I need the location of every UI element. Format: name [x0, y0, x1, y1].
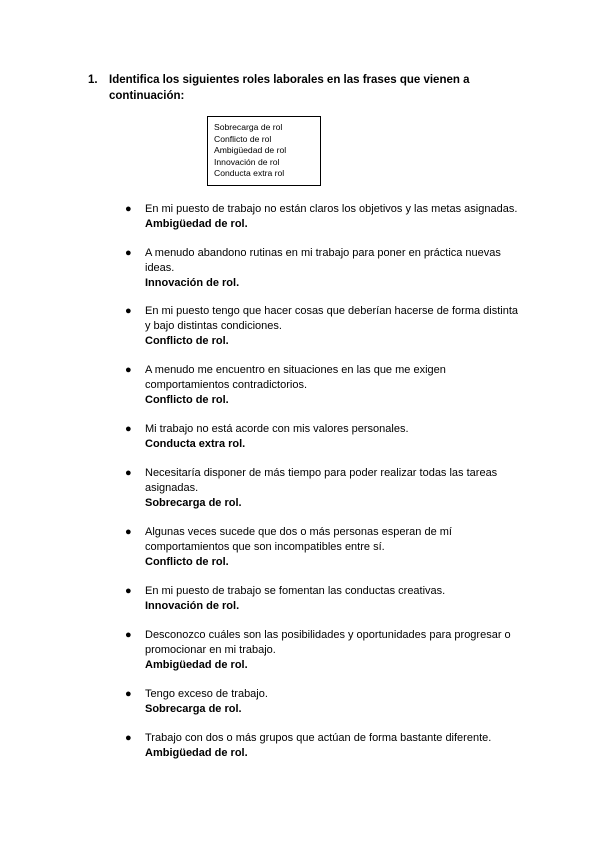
answer-text: Innovación de rol. — [145, 600, 240, 612]
answer-text: Sobrecarga de rol. — [145, 703, 242, 715]
statement-text: Trabajo con dos o más grupos que actúan de forma bastante diferente. — [145, 732, 492, 744]
statement-text: Desconozco cuáles son las posibilidades y oportunidades para progresar o promocionar en mi trabajo. — [145, 629, 511, 656]
bullet-icon: ● — [125, 732, 132, 744]
bullet-icon: ● — [125, 364, 132, 376]
bullet-icon: ● — [125, 585, 132, 597]
bullet-icon: ● — [125, 423, 132, 435]
bullet-icon: ● — [125, 467, 132, 479]
list-item — [125, 466, 525, 511]
bullet-icon: ● — [125, 688, 132, 700]
roles-box — [207, 116, 321, 186]
statement-text: En mi puesto de trabajo no están claros los objetivos y las metas asignadas. — [145, 203, 518, 215]
bullet-icon: ● — [125, 305, 132, 317]
list-item — [125, 422, 525, 452]
answer-text: Sobrecarga de rol. — [145, 497, 242, 509]
list-item — [125, 202, 525, 232]
role-option: Conducta extra rol — [214, 168, 285, 179]
question-number: 1. — [88, 74, 98, 86]
statement-text: Tengo exceso de trabajo. — [145, 688, 268, 700]
answer-text: Ambigüedad de rol. — [145, 659, 248, 671]
list-item — [125, 628, 525, 673]
bullet-icon: ● — [125, 629, 132, 641]
answer-text: Conflicto de rol. — [145, 394, 229, 406]
bullet-icon: ● — [125, 203, 132, 215]
statement-text: Algunas veces sucede que dos o más personas esperan de mí comportamientos que son incompatibles entre sí. — [145, 526, 452, 553]
question-heading — [88, 72, 508, 104]
answer-text: Innovación de rol. — [145, 277, 240, 289]
question-text: Identifica los siguientes roles laborales en las frases que vienen a continuación: — [109, 74, 470, 102]
list-item — [125, 304, 525, 349]
list-item — [125, 246, 525, 291]
list-item — [125, 525, 525, 570]
answer-text: Conflicto de rol. — [145, 335, 229, 347]
statement-text: En mi puesto tengo que hacer cosas que deberían hacerse de forma distinta y bajo distintas condiciones. — [145, 305, 519, 332]
statement-text: En mi puesto de trabajo se fomentan las conductas creativas. — [145, 585, 446, 597]
role-option: Innovación de rol — [214, 156, 280, 167]
role-option: Conflicto de rol — [214, 133, 272, 144]
statement-text: A menudo abandono rutinas en mi trabajo para poner en práctica nuevas ideas. — [145, 247, 501, 274]
role-option: Ambigüedad de rol — [214, 145, 287, 156]
statement-text: A menudo me encuentro en situaciones en las que me exigen comportamientos contradictorios. — [145, 364, 446, 391]
answer-text: Conflicto de rol. — [145, 556, 229, 568]
statement-text: Necesitaría disponer de más tiempo para poder realizar todas las tareas asignadas. — [145, 467, 498, 494]
list-item — [125, 363, 525, 408]
bullet-icon: ● — [125, 526, 132, 538]
role-option: Sobrecarga de rol — [214, 122, 283, 132]
list-item — [125, 731, 525, 761]
answer-text: Conducta extra rol. — [145, 438, 246, 450]
bullet-icon: ● — [125, 247, 132, 259]
answer-text: Ambigüedad de rol. — [145, 747, 248, 759]
statement-text: Mi trabajo no está acorde con mis valores personales. — [145, 423, 409, 435]
list-item — [125, 687, 525, 717]
answer-text: Ambigüedad de rol. — [145, 218, 248, 230]
list-item — [125, 584, 525, 614]
